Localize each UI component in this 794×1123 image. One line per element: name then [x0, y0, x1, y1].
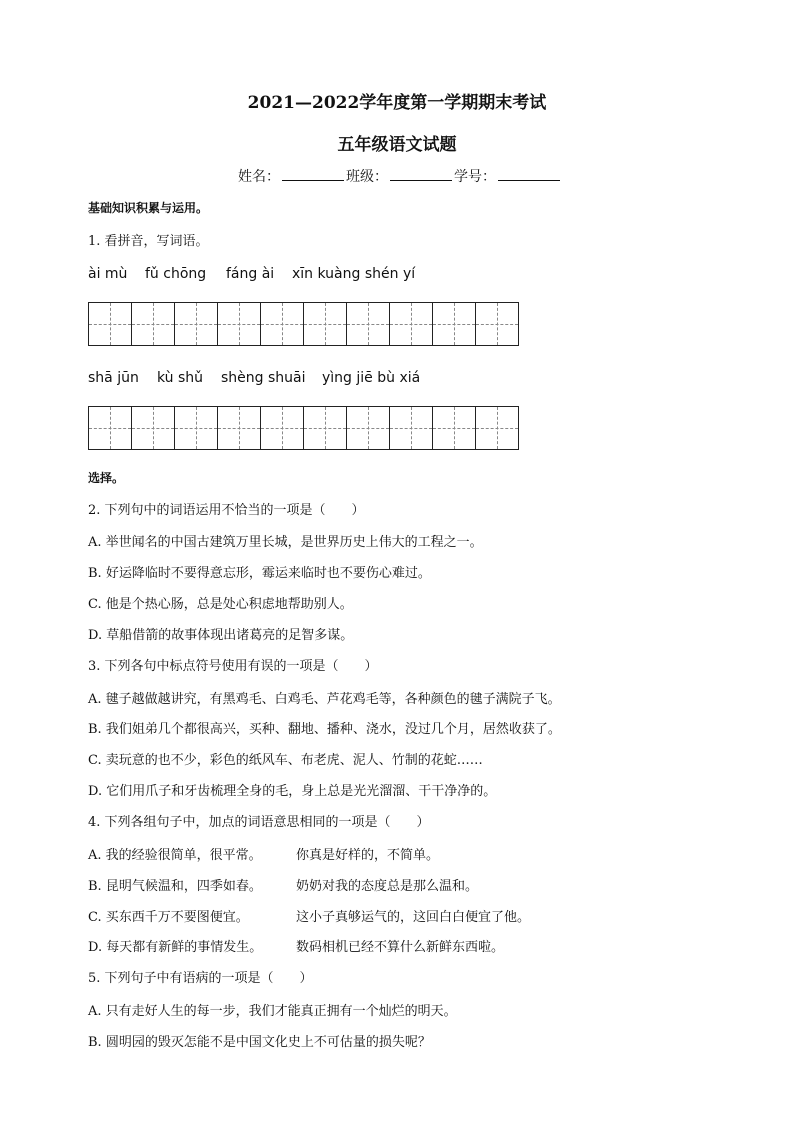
grid-cell[interactable]	[174, 406, 218, 450]
student-info	[238, 166, 562, 186]
pinyin-4: xīn kuàng shén yí	[292, 266, 416, 282]
question-2-option-d: D. 草船借箭的故事体现出诸葛亮的足智多谋。	[88, 628, 354, 643]
question-3-option-c: C. 卖玩意的也不少，彩色的纸风车、布老虎、泥人、竹制的花蛇……	[88, 753, 483, 768]
grid-cell[interactable]	[475, 302, 519, 346]
grid-cell[interactable]	[88, 406, 132, 450]
grid-cell[interactable]	[346, 406, 390, 450]
id-label: 学号：	[454, 169, 496, 185]
grid-cell[interactable]	[389, 406, 433, 450]
grid-cell[interactable]	[346, 302, 390, 346]
question-4-option-c-pair: 这小子真够运气的，这回白白便宜了他。	[296, 910, 531, 925]
answer-grid-row-2[interactable]	[88, 406, 519, 450]
question-2-option-c: C. 他是个热心肠，总是处心积虑地帮助别人。	[88, 597, 353, 612]
class-blank[interactable]	[390, 166, 452, 181]
grid-cell[interactable]	[389, 302, 433, 346]
question-5-stem: 5. 下列句子中有语病的一项是（ ）	[88, 971, 313, 986]
question-5-option-b: B. 圆明园的毁灭怎能不是中国文化史上不可估量的损失呢？	[88, 1035, 431, 1050]
question-3-option-b: B. 我们姐弟几个都很高兴，买种、翻地、播种、浇水，没过几个月，居然收获了。	[88, 722, 561, 737]
exam-title: 2021—2022学年度第一学期期末考试	[247, 93, 547, 113]
pinyin-2: fǔ chōng	[145, 266, 207, 282]
pinyin-5: shā jūn	[88, 370, 139, 386]
grid-cell[interactable]	[475, 406, 519, 450]
grid-cell[interactable]	[174, 302, 218, 346]
section-heading-choice: 选择。	[88, 471, 125, 485]
question-3-option-d: D. 它们用爪子和牙齿梳理全身的毛，身上总是光光溜溜、干干净净的。	[88, 784, 497, 799]
grid-cell[interactable]	[217, 406, 261, 450]
grid-cell[interactable]	[260, 302, 304, 346]
pinyin-7: shèng shuāi	[221, 370, 306, 386]
pinyin-6: kù shǔ	[157, 370, 204, 386]
exam-subtitle: 五年级语文试题	[337, 135, 457, 155]
id-blank[interactable]	[498, 166, 560, 181]
grid-cell[interactable]	[432, 406, 476, 450]
question-4-option-b-pair: 奶奶对我的态度总是那么温和。	[296, 879, 479, 894]
question-2-stem: 2. 下列句中的词语运用不恰当的一项是（ ）	[88, 503, 365, 518]
grid-cell[interactable]	[131, 406, 175, 450]
grid-cell[interactable]	[131, 302, 175, 346]
question-3-option-a: A. 毽子越做越讲究，有黑鸡毛、白鸡毛、芦花鸡毛等，各种颜色的毽子满院子飞。	[88, 692, 561, 707]
grid-cell[interactable]	[303, 302, 347, 346]
question-4-option-a: A. 我的经验很简单，很平常。	[88, 848, 262, 863]
question-5-option-a: A. 只有走好人生的每一步，我们才能真正拥有一个灿烂的明天。	[88, 1004, 457, 1019]
question-4-option-c: C. 买东西千万不要图便宜。	[88, 910, 249, 925]
question-4-stem: 4. 下列各组句子中，加点的词语意思相同的一项是（ ）	[88, 815, 430, 830]
question-3-stem: 3. 下列各句中标点符号使用有误的一项是（ ）	[88, 659, 378, 674]
grid-cell[interactable]	[303, 406, 347, 450]
name-blank[interactable]	[282, 166, 344, 181]
answer-grid-row-1[interactable]	[88, 302, 519, 346]
pinyin-8: yìng jiē bù xiá	[322, 370, 421, 386]
class-label: 班级：	[346, 169, 388, 185]
pinyin-1: ài mù	[88, 266, 128, 282]
question-2-option-b: B. 好运降临时不要得意忘形，霉运来临时也不要伤心难过。	[88, 566, 431, 581]
pinyin-3: fáng ài	[226, 266, 275, 282]
question-4-option-b: B. 昆明气候温和，四季如春。	[88, 879, 262, 894]
question-2-option-a: A. 举世闻名的中国古建筑万里长城，是世界历史上伟大的工程之一。	[88, 535, 483, 550]
grid-cell[interactable]	[260, 406, 304, 450]
question-4-option-a-pair: 你真是好样的，不简单。	[296, 848, 440, 863]
grid-cell[interactable]	[432, 302, 476, 346]
question-4-option-d-pair: 数码相机已经不算什么新鲜东西啦。	[296, 940, 505, 955]
section-heading-basics: 基础知识积累与运用。	[88, 201, 209, 215]
grid-cell[interactable]	[88, 302, 132, 346]
question-1-stem: 1. 看拼音，写词语。	[88, 234, 209, 249]
grid-cell[interactable]	[217, 302, 261, 346]
name-label: 姓名：	[238, 169, 280, 185]
question-4-option-d: D. 每天都有新鲜的事情发生。	[88, 940, 263, 955]
